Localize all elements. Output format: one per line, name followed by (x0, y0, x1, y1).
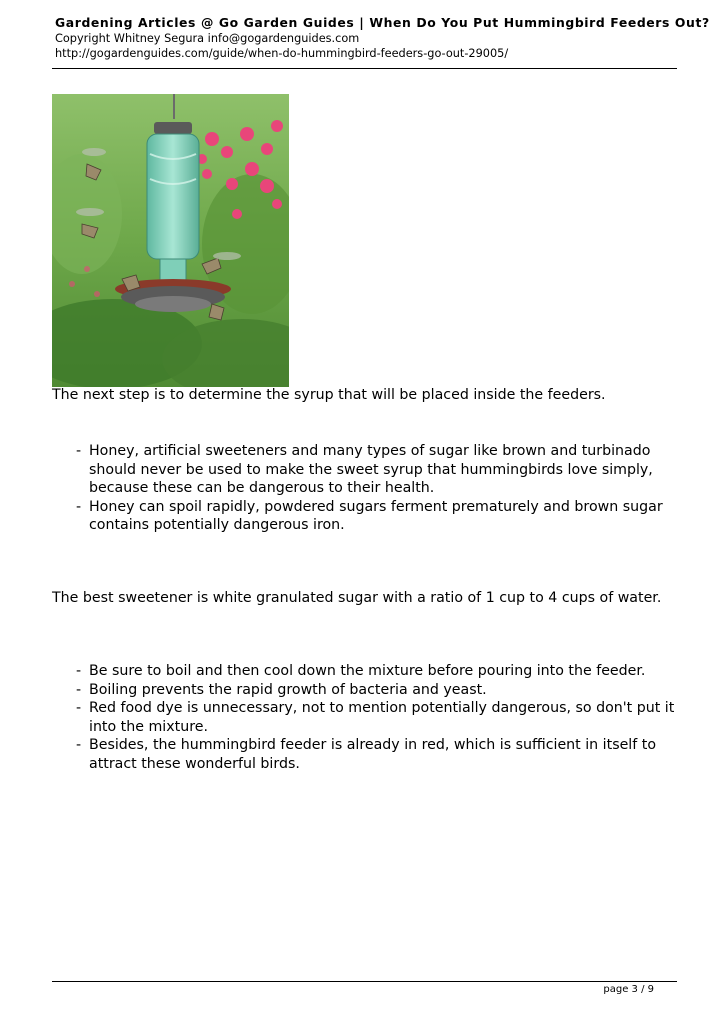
feeder-illustration (52, 94, 289, 387)
list-sweeteners-warning (76, 442, 677, 535)
list-item: - Boiling prevents the rapid growth of bacteria and yeast. (76, 681, 677, 700)
footer-divider (52, 981, 677, 982)
page-number: page 3 / 9 (603, 984, 654, 995)
header-title: Gardening Articles @ Go Garden Guides | When Do You Put Hummingbird Feeders Out? (55, 15, 710, 30)
list-item: - Besides, the hummingbird feeder is already in red, which is sufficient in itself to attract these wonderful birds. (76, 736, 677, 773)
header-divider (52, 68, 677, 69)
list-item: - Honey, artificial sweeteners and many types of sugar like brown and turbinado should never be used to make the sweet syrup that hummingbirds love simply, because these can be dangerous to their health. (76, 442, 677, 498)
document-header (55, 14, 710, 61)
paragraph-best-sweetener: The best sweetener is white granulated sugar with a ratio of 1 cup to 4 cups of water. (52, 590, 662, 606)
paragraph-syrup-step: The next step is to determine the syrup that will be placed inside the feeders. (52, 387, 606, 403)
list-item: - Be sure to boil and then cool down the mixture before pouring into the feeder. (76, 662, 677, 681)
header-url[interactable]: http://gogardenguides.com/guide/when-do-hummingbird-feeders-go-out-29005/ (55, 47, 509, 60)
header-copyright: Copyright Whitney Segura info@gogardenguides.com (55, 32, 360, 45)
list-preparation-tips (76, 662, 677, 773)
list-item: - Honey can spoil rapidly, powdered sugars ferment prematurely and brown sugar contains potentially dangerous iron. (76, 498, 677, 535)
list-item: - Red food dye is unnecessary, not to mention potentially dangerous, so don't put it into the mixture. (76, 699, 677, 736)
hummingbird-feeder-photo (52, 94, 289, 387)
